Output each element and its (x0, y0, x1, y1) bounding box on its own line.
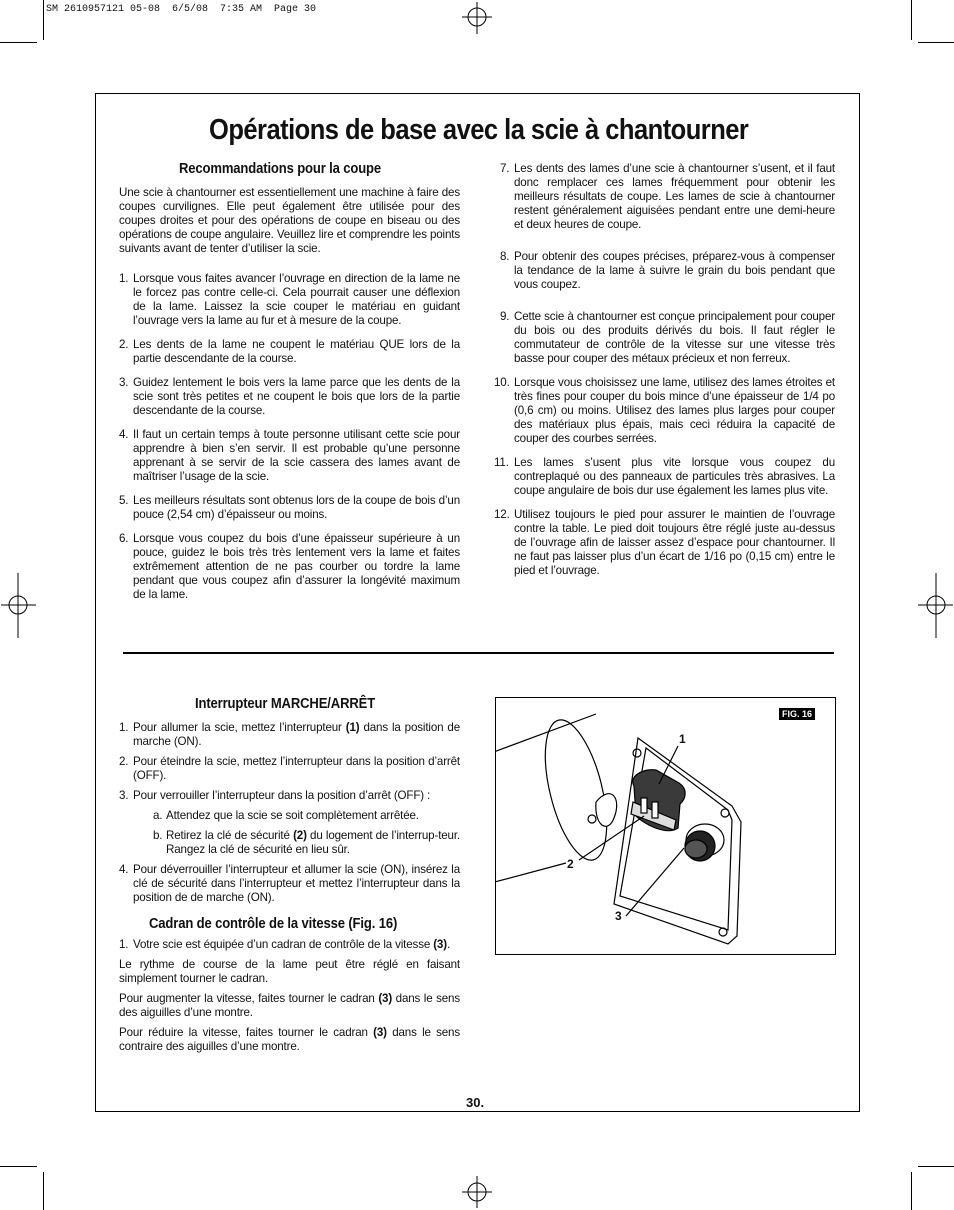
list-item: 6. Lorsque vous coupez du bois d’une épaisseur supérieure à un pouce, guidez le bois très très lentement vers la lame et faites extrêmement attention de ne pas courber ou tordre la lame pendant que vous coupez afin d’assurer la longévité maximum de la lame. (119, 532, 460, 601)
cutting-column-right (494, 162, 835, 578)
speed-heading: Cadran de contrôle de la vitesse (Fig. 16) (149, 916, 398, 932)
cutting-intro: Une scie à chantourner est essentiellement une machine à faire des coupes curvilignes. Elle peut également être utilisée pour des coupes droites et pour des opérations de coupe en biseau ou des opérations de coupe angulaire. Veuillez lire et comprendre les points suivants avant de tenter d’utiliser la scie. (119, 186, 460, 255)
list-item: 4. Il faut un certain temps à toute personne utilisant cette scie pour apprendre à bien s’en servir. Il est probable qu’une personne apprenant à se servir de la scie cassera des lames avant de maîtriser l’usage de la scie. (119, 428, 460, 483)
figure-label: FIG. 16 (779, 708, 815, 720)
print-slug: SM 2610957121 05-08 6/5/08 7:35 AM Page 30 (46, 4, 317, 15)
page-title: Opérations de base avec la scie à chantourner (209, 114, 749, 146)
list-item: 1. Lorsque vous faites avancer l’ouvrage en direction de la lame ne le forcez pas contre celle-ci. Cela pourrait causer une déflexion de la lame. Laissez la scie couper le matériau en guidant l’ouvrage vers la lame au fur et à mesure de la coupe. (119, 272, 460, 327)
callout-1: 1 (679, 732, 686, 746)
list-item: 5. Les meilleurs résultats sont obtenus lors de la coupe de bois d’un pouce (2,54 cm) d’épaisseur ou moins. (119, 494, 460, 521)
list-item: 1. Votre scie est équipée d’un cadran de contrôle de la vitesse (3). (119, 938, 451, 951)
sub-item: a. Attendez que la scie se soit complètement arrêtée. (153, 809, 419, 822)
switch-panel-illustration (496, 698, 836, 955)
cutting-column-left (119, 161, 460, 602)
switch-heading: Interrupteur MARCHE/ARRÊT (195, 696, 376, 712)
list-item: 11. Les lames s’usent plus vite lorsque vous coupez du contreplaqué ou des panneaux de particules très abrasives. La coupe angulaire de bois dur use également les lames plus vite. (494, 456, 835, 497)
list-item: 12. Utilisez toujours le pied pour assurer le maintien de l’ouvrage contre la table. Le pied doit toujours être réglé juste au-dessus de l’ouvrage afin de laisser assez d’espace pour chantourner. Il ne faut pas laisser plus d’un écart de 1/16 po (0,15 cm) entre le pied et l’ouvrage. (494, 508, 835, 577)
cutting-heading: Recommandations pour la coupe (179, 161, 382, 177)
sub-item: b. Retirez la clé de sécurité (2) du logement de l’interrup-teur. Rangez la clé de sécurité en lieu sûr. (153, 829, 460, 856)
list-item: 8. Pour obtenir des coupes précises, préparez-vous à compenser la tendance de la lame à suivre le grain du bois pendant que vous coupez. (500, 250, 835, 291)
figure-16 (495, 697, 836, 955)
list-item: 3. Guidez lentement le bois vers la lame parce que les dents de la scie sont très petites et ne coupent le bois que lors de la partie descendante de la course. (119, 376, 460, 417)
section-divider (123, 652, 834, 654)
list-item: 10. Lorsque vous choisissez une lame, utilisez des lames étroites et très fines pour couper du bois mince d’une épaisseur de 1/4 po (0,6 cm) ou moins. Utilisez des lames plus larges pour couper des matériaux plus épais, mais ceci réduira la capacité de couper des courbes serrées. (494, 376, 835, 445)
list-item: 9. Cette scie à chantourner est conçue principalement pour couper du bois ou des produits dérivés du bois. Il faut régler le commutateur de contrôle de la vitesse sur une vitesse très basse pour couper des métaux précieux et non ferreux. (500, 310, 835, 365)
switch-speed-column (119, 696, 460, 1054)
list-item: 4. Pour déverrouiller l’interrupteur et allumer la scie (ON), insérez la clé de sécurité dans l’interrupteur et mettez l’interrupteur dans la position de de marche (ON). (119, 863, 460, 904)
callout-3: 3 (615, 909, 622, 923)
list-item: 1. Pour allumer la scie, mettez l’interrupteur (1) dans la position de marche (ON). (119, 721, 461, 748)
page-number: 30. (466, 1095, 485, 1110)
speed-paragraph: Le rythme de course de la lame peut être réglé en faisant simplement tourner le cadran. (119, 958, 460, 985)
list-item: 2. Pour éteindre la scie, mettez l’interrupteur dans la position d’arrêt (OFF). (119, 755, 460, 782)
speed-paragraph: Pour réduire la vitesse, faites tourner le cadran (3) dans le sens contraire des aiguilles d’une montre. (119, 1026, 461, 1053)
list-item: 7. Les dents des lames d’une scie à chantourner s’usent, et il faut donc remplacer ces lames fréquemment pour obtenir les meilleurs résultats de coupe. Les lames de scie à chantourner restent généralement aiguisées pendant entre une demi-heure et deux heures de coupe. (500, 162, 835, 231)
list-item: 2. Les dents de la lame ne coupent le matériau QUE lors de la partie descendante de la course. (119, 338, 460, 365)
callout-2: 2 (567, 857, 574, 871)
speed-paragraph: Pour augmenter la vitesse, faites tourner le cadran (3) dans le sens des aiguilles d’une montre. (119, 992, 460, 1019)
list-item: 3. Pour verrouiller l’interrupteur dans la position d’arrêt (OFF) : (119, 789, 431, 802)
